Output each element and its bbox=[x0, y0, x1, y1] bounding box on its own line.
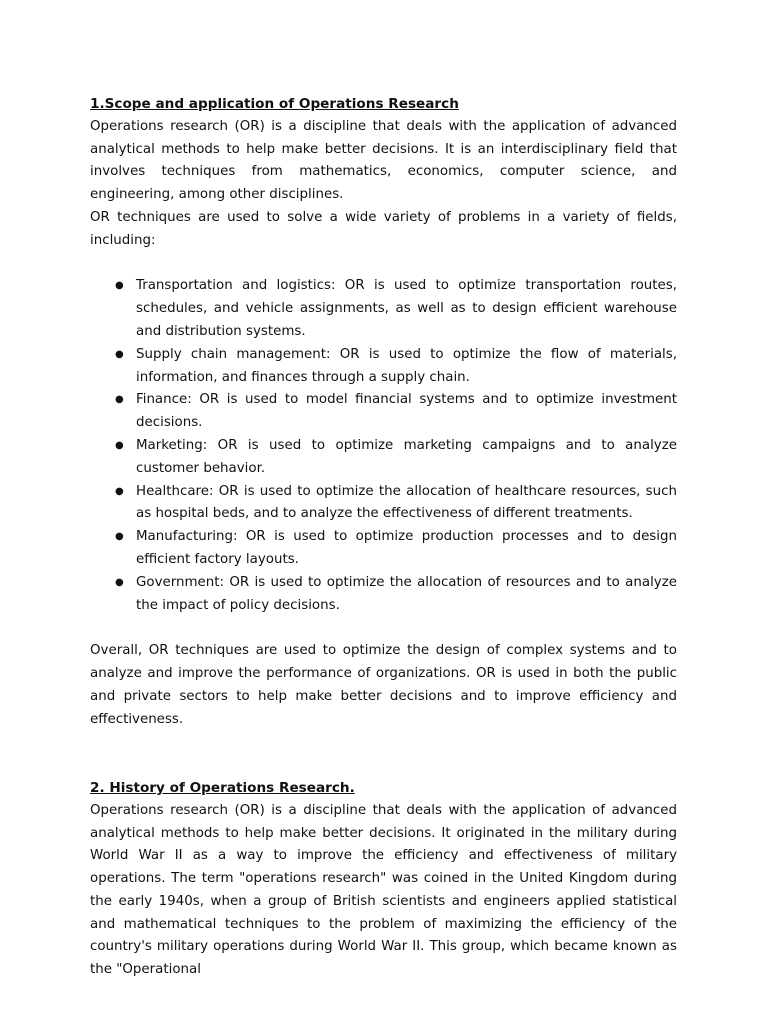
bullet-icon: ● bbox=[115, 394, 124, 406]
list-item bbox=[90, 389, 677, 435]
list-item-text: Marketing: OR is used to optimize marketing campaigns and to analyze customer behavior. bbox=[136, 437, 677, 476]
bullet-icon: ● bbox=[115, 485, 124, 497]
bullet-icon: ● bbox=[115, 348, 124, 360]
list-item-text: Transportation and logistics: OR is used to optimize transportation routes, schedules, and vehicle assignments, as well as to design efficient warehouse and distribution systems. bbox=[136, 278, 677, 339]
list-item-text: Healthcare: OR is used to optimize the allocation of healthcare resources, such as hospital beds, and to analyze the effectiveness of different treatments. bbox=[136, 483, 677, 522]
spacer bbox=[90, 617, 677, 640]
section-1-heading: 1.Scope and application of Operations Research bbox=[90, 96, 459, 112]
list-item bbox=[90, 344, 677, 390]
list-item bbox=[90, 481, 677, 527]
list-item bbox=[90, 275, 677, 343]
list-item bbox=[90, 435, 677, 481]
bullet-icon: ● bbox=[115, 280, 124, 292]
document-page bbox=[90, 93, 677, 982]
bullet-icon: ● bbox=[115, 439, 124, 451]
bullet-icon: ● bbox=[115, 576, 124, 588]
list-item-text: Finance: OR is used to model financial systems and to optimize investment decisions. bbox=[136, 392, 677, 431]
section-1-intro: Operations research (OR) is a discipline that deals with the application of advanced analytical methods to help make better decisions. It is an interdisciplinary field that involves techniques from mathematics, economics, computer science, and engineering, among other disciplines. bbox=[90, 118, 677, 203]
list-item bbox=[90, 572, 677, 618]
section-1-conclusion: Overall, OR techniques are used to optimize the design of complex systems and to analyze and improve the performance of organizations. OR is used in both the public and private sectors to help make better decisions and to improve efficiency and effectiveness. bbox=[90, 643, 677, 727]
list-item-text: Manufacturing: OR is used to optimize production processes and to design efficient factory layouts. bbox=[136, 529, 677, 567]
bullet-icon: ● bbox=[115, 531, 124, 543]
list-item-text: Government: OR is used to optimize the allocation of resources and to analyze the impact of policy decisions. bbox=[136, 574, 677, 613]
spacer bbox=[90, 731, 677, 777]
applications-list bbox=[90, 275, 677, 617]
list-item-text: Supply chain management: OR is used to optimize the flow of materials, information, and finances through a supply chain. bbox=[136, 346, 677, 385]
section-2-heading: 2. History of Operations Research. bbox=[90, 779, 355, 796]
section-2-body: Operations research (OR) is a discipline that deals with the application of advanced analytical methods to help make better decisions. It originated in the military during World War II as a way to improve the efficiency and effectiveness of military operations. The term "operations research" was coined in the United Kingdom during the early 1940s, when a group of British scientists and engineers applied statistical and mathematical techniques to the problem of maximizing the efficiency of the country's military operations during World War II. This group, which became known as the "Operational bbox=[90, 802, 677, 978]
list-item bbox=[90, 526, 677, 572]
section-1-lead-in: OR techniques are used to solve a wide variety of problems in a variety of fields, including: bbox=[90, 209, 677, 248]
